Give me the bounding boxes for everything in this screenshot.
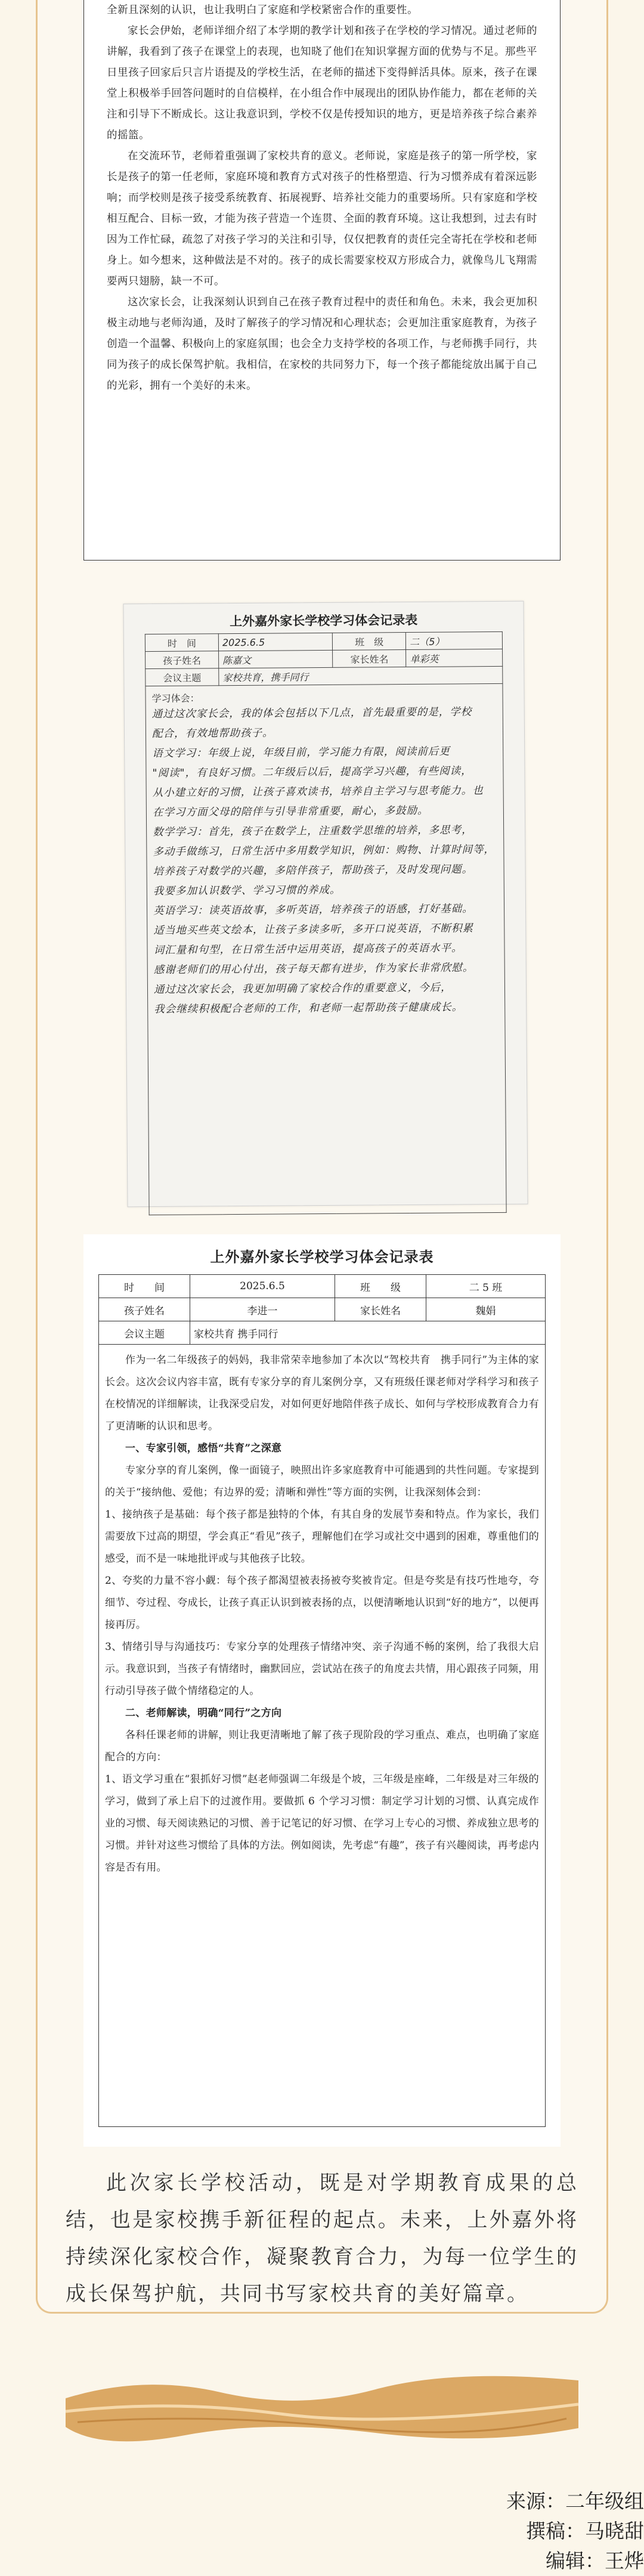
- record-paragraph: 1、语文学习重在“狠抓好习惯”赵老师强调二年级是个坡，三年级是座峰，二年级是对三年级的学习，做到了承上启下的过渡作用。要做抓 6 个学习习惯：制定学习计划的习惯、认真完成作业的习惯、每天阅读熟记的习惯、善于记笔记的好习惯、在学习上专心的习惯、养成独立思考的习惯。并针对这些习惯给了具体的方法。例如阅读，先考虑“有趣”，孩子有兴趣阅读，再考虑内容是否有用。: [105, 1773, 539, 1874]
- scan-table: [145, 631, 507, 1215]
- scan-topic-value: 家校共育，携手同行: [219, 666, 503, 685]
- handwriting-line: 词汇量和句型，在日常生活中运用英语，提高孩子的英语水平。: [153, 942, 463, 957]
- handwriting-line: "阅读"，有良好习惯。二年级后以后，提高学习兴趣，有些阅读，: [152, 765, 472, 780]
- record-paragraph: 2、夸奖的力量不容小觑：每个孩子都渴望被表扬被夸奖被肯定。但是夸奖是有技巧性地夸，夸细节、夸过程、夸成长，让孩子真正认识到被表扬的点，以便清晰地认识到“好的地方”，以便再接再厉。: [105, 1575, 539, 1631]
- handwriting-line: 数学学习：首先，孩子在数学上，注重数学思维的培养，多思考，: [153, 824, 473, 839]
- record-table: [98, 1274, 546, 1345]
- scan-class-value: 二（5）: [406, 631, 503, 649]
- handwriting-line: 从小建立好的习惯，让孩子喜欢读书，培养自主学习与思考能力。也: [152, 785, 484, 800]
- decorative-ribbon: [66, 2357, 578, 2446]
- scan-handwriting: [152, 702, 499, 1020]
- record-topic-value: 家校共育 携手同行: [190, 1321, 546, 1345]
- closing-paragraph: 此次家长学校活动，既是对学期教育成果的总结，也是家校携手新征程的起点。未来，上外嘉外将持续深化家校合作，凝聚教育合力，为每一位学生的成长保驾护航，共同书写家校共育的美好篇章。: [66, 2171, 578, 2306]
- handwriting-line: 语文学习：年级上说，年级目前，学习能力有限，阅读前后更: [152, 745, 450, 760]
- essay-document: [83, 0, 561, 561]
- scan-title: 上外嘉外家长学校学习体会记录表: [230, 612, 418, 629]
- handwriting-line: 适当地买些英文绘本，让孩子多读多听，多开口说英语，不断积累: [153, 922, 473, 937]
- record-parent-value: 魏娟: [426, 1298, 546, 1321]
- handwriting-line: 我要多加认识数学、学习习惯的养成。: [153, 884, 341, 898]
- ribbon-band: [66, 2376, 578, 2442]
- handwriting-line: 通过这次家长会，我的体会包括以下几点，首先最重要的是，学校: [151, 706, 472, 721]
- essay-body: [107, 0, 537, 397]
- handwriting-line: 培养孩子对数学的兴趣，多陪伴孩子，帮助孩子，及时发现问题。: [153, 863, 473, 878]
- handwriting-line: 感谢老师们的用心付出，孩子每天都有进步，作为家长非常欣慰。: [153, 962, 474, 977]
- handwriting-line: 在学习方面父母的陪伴与引导非常重要，耐心，多鼓励。: [152, 804, 429, 819]
- record-body: [98, 1345, 546, 2127]
- scan-class-label: 班 级: [333, 633, 406, 651]
- scan-body-label: 学习体会：: [151, 692, 200, 705]
- essay-paragraph: 这次家长会，让我深刻认识到自己在孩子教育过程中的责任和角色。未来，我会更加积极主动地与老师沟通，及时了解孩子的学习情况和心理状态；会更加注重家庭教育，为孩子创造一个温馨、积极向上的家庭氛围；也会全力支持学校的各项工作，与老师携手同行，共同为孩子的成长保驾护航。我相信，在家校的共同努力下，每一个孩子都能绽放出属于自己的光彩，拥有一个美好的未来。: [107, 296, 537, 392]
- section-heading: 一、专家引领，感悟“共育”之深意: [125, 1442, 282, 1454]
- handwriting-line: 英语学习：读英语故事，多听英语，培养孩子的语感，打好基础。: [153, 903, 473, 918]
- record-parent-label: 家长姓名: [335, 1298, 426, 1321]
- scan-time-label: 时 间: [145, 634, 218, 652]
- credit-source: 来源：二年级组: [506, 2490, 644, 2513]
- record-paragraph: 专家分享的育儿案例，像一面镜子，映照出许多家庭教育中可能遇到的共性问题。专家提到的关于“接纳他、爱他；有边界的爱；清晰和弹性”等方面的实例，让我深刻体会到：: [105, 1465, 539, 1498]
- scan-time-value: 2025.6.5: [218, 633, 333, 651]
- scan-child-value: 陈嘉文: [219, 650, 333, 668]
- handwriting-line: 我会继续积极配合老师的工作，和老师一起帮助孩子健康成长。: [154, 1001, 463, 1016]
- scan-parent-value: 单彩英: [406, 649, 503, 667]
- record-class-label: 班 级: [335, 1275, 426, 1298]
- section-heading: 二、老师解读，明确“同行”之方向: [125, 1707, 282, 1719]
- typed-record-document: [83, 1234, 561, 2147]
- record-paragraph: 1、接纳孩子是基础：每个孩子都是独特的个体，有其自身的发展节奏和特点。作为家长，我们需要放下过高的期望，学会真正“看见”孩子，理解他们在学习或社交中遇到的困难，尊重他们的感受，而不是一味地批评或与其他孩子比较。: [105, 1509, 539, 1565]
- handwriting-line: 多动手做练习，日常生活中多用数学知识，例如：购物、计算时间等，: [153, 844, 495, 859]
- essay-paragraph: 家长会伊始，老师详细介绍了本学期的教学计划和孩子在学校的学习情况。通过老师的讲解，我看到了孩子在课堂上的表现，也知晓了他们在知识掌握方面的优势与不足。那些平日里孩子回家后只言片语提及的学校生活，在老师的描述下变得鲜活具体。原来，孩子在课堂上积极举手回答问题时的自信模样，在小组合作中展现出的团队协作能力，都在老师的关注和引导下不断成长。这让我意识到，学校不仅是传授知识的地方，更是培养孩子综合素养的摇篮。: [107, 25, 537, 141]
- handwriting-line: 通过这次家长会，我更加明确了家校合作的重要意义，今后，: [153, 982, 452, 996]
- record-class-value: 二 5 班: [426, 1275, 546, 1298]
- record-paragraph: 各科任课老师的讲解，则让我更清晰地了解了孩子现阶段的学习重点、难点，也明确了家庭配合的方向：: [105, 1729, 539, 1763]
- essay-paragraph: 在交流环节，老师着重强调了家校共育的意义。老师说，家庭是孩子的第一所学校，家长是孩子的第一任老师，家庭环境和教育方式对孩子的性格塑造、行为习惯养成有着深远影响；而学校则是孩子接受系统教育、拓展视野、培养社交能力的重要场所。只有家庭和学校相互配合、目标一致，才能为孩子营造一个连贯、全面的教育环境。这让我想到，过去有时因为工作忙碌，疏忽了对孩子学习的关注和引导，仅仅把教育的责任完全寄托在学校和老师身上。如今想来，这种做法是不对的。孩子的成长需要家校双方形成合力，就像鸟儿飞翔需要两只翅膀，缺一不可。: [107, 150, 537, 287]
- record-topic-label: 会议主题: [99, 1321, 190, 1345]
- essay-paragraph: 全新且深刻的认识，也让我明白了家庭和学校紧密合作的重要性。: [107, 4, 418, 16]
- credit-editor: 编辑：王烨: [546, 2549, 644, 2572]
- handwriting-line: 配合，有效地帮助孩子。: [151, 727, 274, 741]
- handwritten-form-scan: [123, 601, 528, 1208]
- scan-topic-label: 会议主题: [145, 668, 219, 686]
- scan-child-label: 孩子姓名: [145, 651, 219, 669]
- scan-body-cell: [145, 683, 506, 1215]
- record-paragraph: 作为一名二年级孩子的妈妈，我非常荣幸地参加了本次以“驾校共育 携手同行”为主体的家长会。这次会议内容丰富，既有专家分享的育儿案例分享，又有班级任课老师对学科学习和孩子在校情况的详细解读，让我深受启发，对如何更好地陪伴孩子成长、如何与学校形成教育合力有了更清晰的认识和思考。: [105, 1354, 539, 1432]
- record-time-label: 时 间: [99, 1275, 190, 1298]
- credit-writer: 撰稿：马晓甜: [526, 2519, 644, 2543]
- record-paragraph: 3、情绪引导与沟通技巧：专家分享的处理孩子情绪冲突、亲子沟通不畅的案例，给了我很大启示。我意识到，当孩子有情绪时，幽默回应，尝试站在孩子的角度去共情，用心跟孩子同频，用行动引导孩子做个情绪稳定的人。: [105, 1641, 539, 1697]
- credits: [506, 2487, 644, 2576]
- record-child-value: 李进一: [190, 1298, 335, 1321]
- record-time-value: 2025.6.5: [190, 1275, 335, 1298]
- scan-parent-label: 家长姓名: [333, 650, 406, 668]
- record-child-label: 孩子姓名: [99, 1298, 190, 1321]
- record-title: 上外嘉外家长学校学习体会记录表: [210, 1248, 434, 1265]
